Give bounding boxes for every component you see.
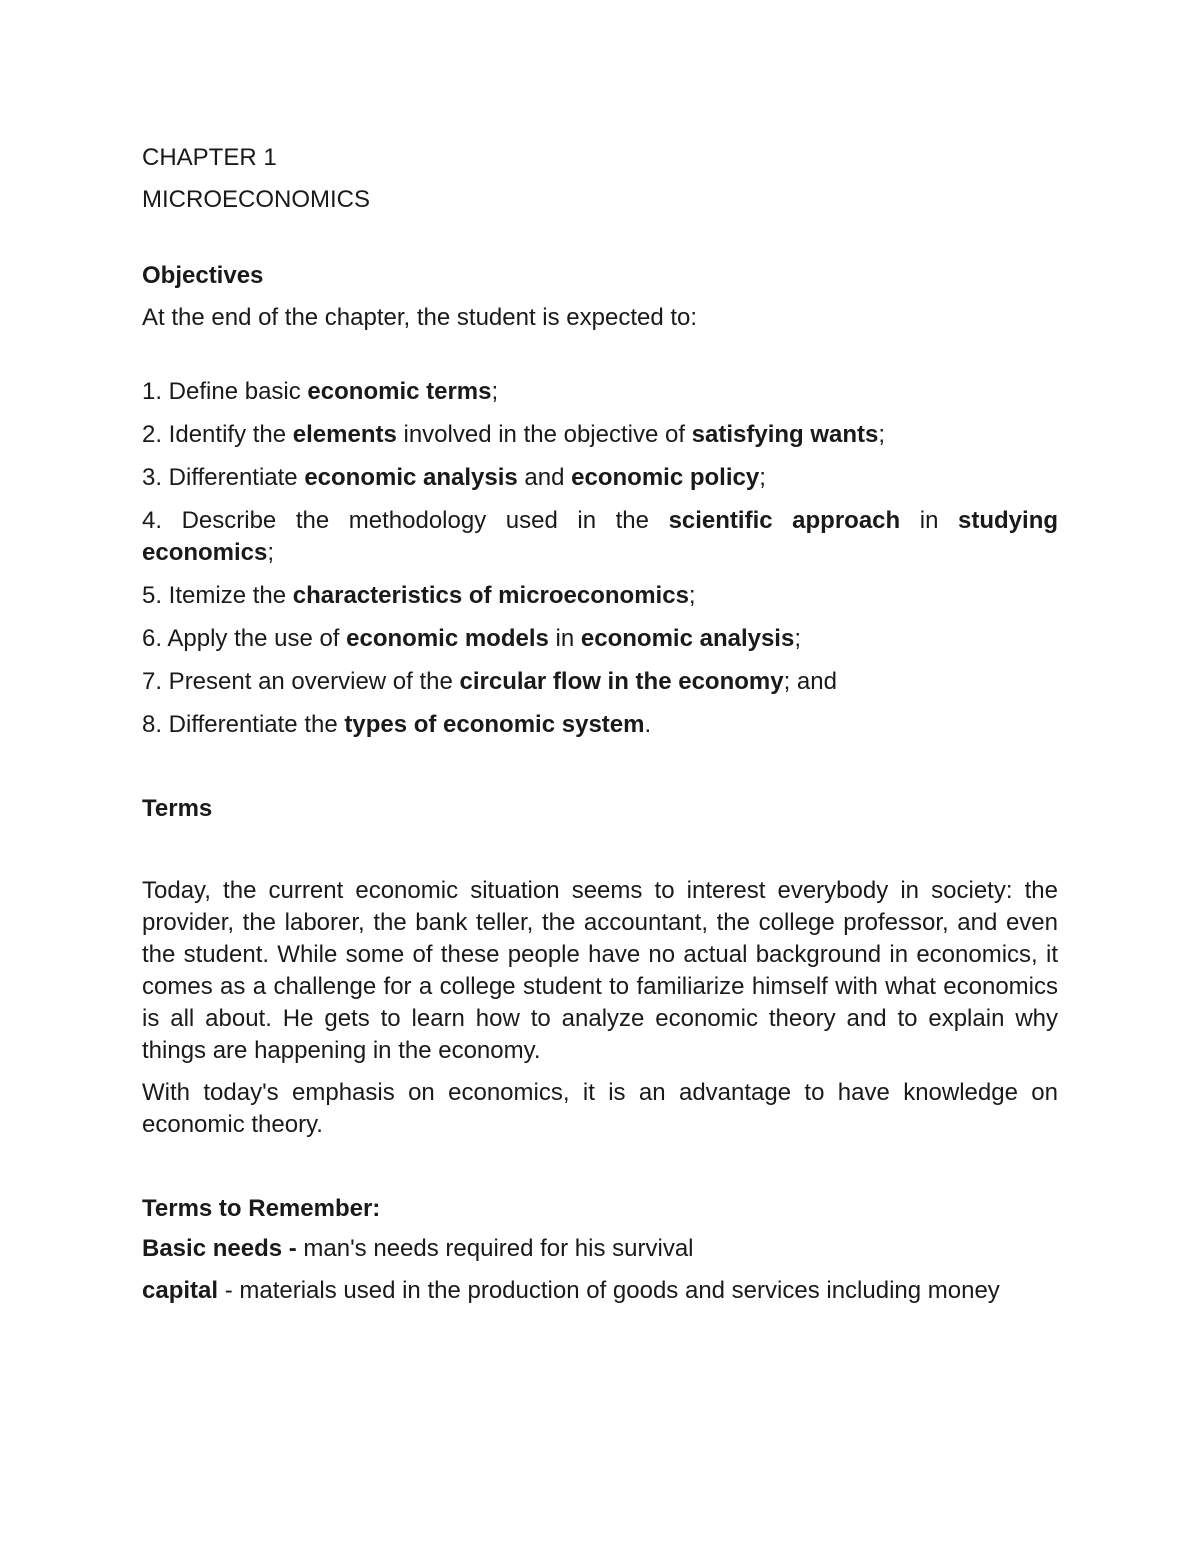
objective-text: ; (491, 378, 499, 405)
objective-key-term: economic terms (307, 378, 492, 405)
terms-heading: Terms (142, 795, 213, 822)
objective-item (142, 462, 1058, 494)
objective-text: . (644, 711, 652, 738)
objective-key-term: economic models (346, 625, 549, 652)
terms-to-remember-heading: Terms to Remember: (142, 1195, 381, 1222)
objectives-intro: At the end of the chapter, the student is expected to: (142, 304, 698, 331)
objective-key-term: characteristics of microeconomics (292, 582, 689, 609)
terms-paragraph-1: Today, the current economic situation seems to interest everybody in society: the provider, the laborer, the bank teller, the accountant, the college professor, and even the student. While some of these people have no actual background in economics, it comes as a challenge for a college student to familiarize himself with what economics is all about. He gets to learn how to analyze economic theory and to explain why things are happening in the economy. (142, 877, 1058, 1064)
term-name: Basic needs (142, 1235, 283, 1262)
objective-key-term: economic analysis (580, 625, 795, 652)
objective-key-term: economic analysis (304, 464, 518, 491)
objective-item (142, 666, 1058, 698)
objective-item (142, 505, 1058, 569)
objective-text: ; and (783, 668, 837, 695)
objective-text: ; (759, 464, 766, 491)
objective-key-term: studying economics (142, 507, 1059, 566)
term-definition-text: materials used in the production of goods and services including money (239, 1277, 1000, 1304)
objective-key-term: satisfying wants (691, 421, 879, 448)
term-definition-text: man's needs required for his survival (303, 1235, 694, 1262)
chapter-title: MICROECONOMICS (142, 186, 370, 213)
term-definition-capital (142, 1275, 1058, 1307)
objective-text: and (517, 464, 572, 491)
objective-text: in (548, 625, 581, 652)
objective-key-term: circular flow in the economy (459, 668, 784, 695)
objective-text: ; (688, 582, 696, 609)
objective-text: 5. Itemize the (142, 582, 293, 609)
objective-item (142, 623, 1058, 655)
objective-text: 1. Define basic (142, 378, 308, 405)
objective-item (142, 376, 1058, 408)
objective-text: ; (794, 625, 801, 652)
objective-key-term: types of economic system (344, 711, 645, 738)
term-name: capital (142, 1277, 219, 1304)
objective-text: ; (878, 421, 886, 448)
term-separator: - (282, 1235, 304, 1262)
chapter-number: CHAPTER 1 (142, 144, 277, 171)
objective-text: ; (267, 539, 275, 566)
terms-paragraph-2: With today's emphasis on economics, it is an advantage to have knowledge on economic theory. (142, 1079, 1058, 1138)
term-separator: - (218, 1277, 240, 1304)
objective-text: 7. Present an overview of the (142, 668, 460, 695)
objective-key-term: elements (292, 421, 397, 448)
objective-key-term: economic policy (571, 464, 760, 491)
objective-text: 6. Apply the use of (142, 625, 347, 652)
objective-text: in (900, 507, 959, 534)
objectives-heading: Objectives (142, 262, 264, 289)
objective-item (142, 709, 1058, 741)
objective-text: 8. Differentiate the (142, 711, 345, 738)
objective-item (142, 580, 1058, 612)
objective-text: 4. Describe the methodology used in the (142, 507, 669, 534)
objective-text: 2. Identify the (142, 421, 293, 448)
objective-item (142, 419, 1058, 451)
document-page (142, 140, 1058, 1307)
objective-key-term: scientific approach (668, 507, 901, 534)
term-definition-basic-needs (142, 1233, 1058, 1265)
objective-text: 3. Differentiate (142, 464, 305, 491)
objectives-list (142, 376, 1058, 741)
objective-text: involved in the objective of (396, 421, 692, 448)
